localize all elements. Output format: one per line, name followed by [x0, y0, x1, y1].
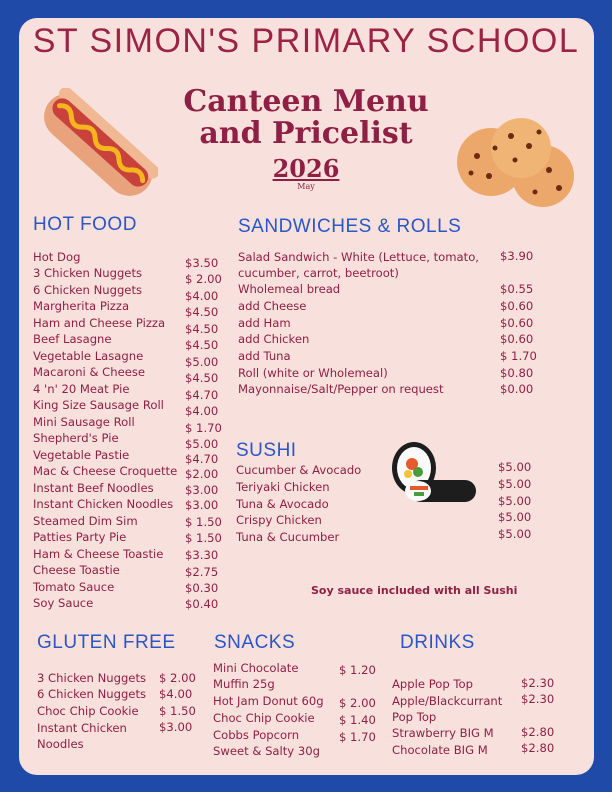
- sandwich-item-price: $0.60: [500, 316, 534, 330]
- hot-food-item-price: $4.50: [185, 305, 219, 319]
- sandwich-item-name: Wholemeal bread: [238, 282, 341, 296]
- hot-food-item-price: $4.70: [185, 388, 219, 402]
- hot-food-item-price: $ 1.50: [185, 531, 222, 545]
- snack-item-name: Hot Jam Donut 60g: [213, 694, 324, 708]
- gluten-free-item-price: $4.00: [159, 687, 193, 701]
- hot-food-item-name: Tomato Sauce: [33, 580, 115, 594]
- gluten-free-item-name: 3 Chicken Nuggets: [37, 671, 147, 685]
- sandwich-item-price: $3.90: [500, 249, 534, 263]
- hot-food-item-name: Soy Sauce: [33, 596, 94, 610]
- drink-item-name: Apple Pop Top: [392, 677, 473, 691]
- hot-food-item-name: Vegetable Lasagne: [33, 349, 144, 363]
- sushi-item-name: Tuna & Cucumber: [236, 530, 340, 544]
- hot-food-item-name: Macaroni & Cheese: [33, 365, 146, 379]
- hot-food-item-price: $4.00: [185, 404, 219, 418]
- gluten-free-item-name: Instant Chicken Noodles: [37, 721, 127, 751]
- sandwich-item-price: $0.00: [500, 382, 534, 396]
- sushi-item-name: Cucumber & Avocado: [236, 463, 362, 477]
- hot-food-item-name: 4 'n' 20 Meat Pie: [33, 382, 130, 396]
- hot-food-item-name: 6 Chicken Nuggets: [33, 283, 143, 297]
- hot-food-item-name: Instant Chicken Noodles: [33, 497, 174, 511]
- hot-food-item-price: $3.50: [185, 256, 219, 270]
- hot-food-item-name: Mac & Cheese Croquette: [33, 464, 178, 478]
- sushi-note: Soy sauce included with all Sushi: [311, 584, 518, 597]
- hot-food-item-name: Ham and Cheese Pizza: [33, 316, 166, 330]
- sandwich-item-name: Roll (white or Wholemeal): [238, 366, 388, 380]
- snack-item-price: $ 1.70: [339, 730, 376, 744]
- hot-food-item-price: $2.75: [185, 565, 219, 579]
- sandwich-item-name: add Chicken: [238, 332, 310, 346]
- hot-food-item-name: Vegetable Pastie: [33, 448, 130, 462]
- menu-title-line2: and Pricelist: [199, 116, 413, 151]
- hot-food-item-price: $4.70: [185, 452, 219, 466]
- hot-food-item-price: $5.00: [185, 437, 219, 451]
- snacks-heading: SNACKS: [214, 632, 296, 653]
- hot-food-item-price: $0.40: [185, 597, 219, 611]
- hot-food-item-price: $4.00: [185, 289, 219, 303]
- snack-item-price: $ 1.40: [339, 713, 376, 727]
- hot-food-item-price: $2.00: [185, 467, 219, 481]
- sandwich-item-name: add Ham: [238, 316, 291, 330]
- drink-item-name: Strawberry BIG M: [392, 726, 494, 740]
- sandwich-item-price: $0.80: [500, 366, 534, 380]
- gluten-free-item-price: $3.00: [159, 720, 193, 734]
- sushi-item-price: $5.00: [498, 510, 532, 524]
- hot-food-item-price: $4.50: [185, 322, 219, 336]
- sushi-item-price: $5.00: [498, 460, 532, 474]
- hot-food-item-price: $ 1.70: [185, 421, 222, 435]
- hot-food-item-name: Ham & Cheese Toastie: [33, 547, 164, 561]
- hot-food-item-name: Patties Party Pie: [33, 530, 127, 544]
- gluten-free-item-name: 6 Chicken Nuggets: [37, 687, 147, 701]
- drink-item-price: $2.80: [521, 741, 555, 755]
- sandwich-item-price: $0.55: [500, 282, 534, 296]
- snack-item-name: Sweet & Salty 30g: [213, 744, 320, 758]
- hot-food-item-price: $3.00: [185, 498, 219, 512]
- hot-food-item-price: $4.50: [185, 338, 219, 352]
- snack-item-price: $ 1.20: [339, 663, 376, 677]
- drink-item-price: $2.30: [521, 692, 555, 706]
- sushi-heading: SUSHI: [236, 440, 297, 461]
- school-name: ST SIMON'S PRIMARY SCHOOL: [32, 22, 580, 60]
- sushi-icon: [388, 436, 480, 506]
- snack-item-name: Cobbs Popcorn: [213, 728, 300, 742]
- sushi-item-price: $5.00: [498, 494, 532, 508]
- sandwich-item-price: $0.60: [500, 332, 534, 346]
- hot-food-item-price: $5.00: [185, 355, 219, 369]
- hot-food-item-price: $3.00: [185, 483, 219, 497]
- drink-item-price: $2.80: [521, 725, 555, 739]
- sushi-item-price: $5.00: [498, 477, 532, 491]
- sandwich-item-name: add Cheese: [238, 299, 307, 313]
- gluten-free-item-name: Choc Chip Cookie: [37, 704, 139, 718]
- drinks-heading: DRINKS: [400, 632, 475, 653]
- hot-dog-icon: [40, 88, 158, 200]
- hot-food-item-name: Steamed Dim Sim: [33, 514, 138, 528]
- gluten-free-item-price: $ 2.00: [159, 671, 196, 685]
- menu-title-line1: Canteen Menu: [183, 84, 429, 119]
- sandwich-item-price: $ 1.70: [500, 349, 537, 363]
- hot-food-item-price: $ 2.00: [185, 272, 222, 286]
- sandwiches-heading: SANDWICHES & ROLLS: [238, 216, 462, 237]
- hot-food-item-name: Beef Lasagne: [33, 332, 112, 346]
- drink-item-price: $2.30: [521, 676, 555, 690]
- hot-food-heading: HOT FOOD: [33, 214, 137, 235]
- sushi-item-name: Tuna & Avocado: [236, 497, 329, 511]
- sandwich-item-name: Salad Sandwich - White (Lettuce, tomato, cucumber, carrot, beetroot): [238, 250, 479, 280]
- sushi-item-price: $5.00: [498, 527, 532, 541]
- gluten-free-item-price: $ 1.50: [159, 704, 196, 718]
- snack-item-price: $ 2.00: [339, 696, 376, 710]
- cookies-icon: [455, 118, 577, 210]
- sandwich-item-price: $0.60: [500, 299, 534, 313]
- hot-food-item-price: $3.30: [185, 548, 219, 562]
- sandwich-item-name: Mayonnaise/Salt/Pepper on request: [238, 382, 444, 396]
- hot-food-item-price: $4.50: [185, 371, 219, 385]
- gluten-free-heading: GLUTEN FREE: [37, 632, 176, 653]
- hot-food-item-name: Mini Sausage Roll: [33, 415, 135, 429]
- drink-item-name: Apple/Blackcurrant Pop Top: [392, 694, 503, 724]
- hot-food-item-price: $0.30: [185, 581, 219, 595]
- menu-month: May: [297, 182, 315, 191]
- hot-food-item-name: 3 Chicken Nuggets: [33, 266, 143, 280]
- hot-food-item-name: Hot Dog: [33, 250, 81, 264]
- snack-item-name: Mini Chocolate Muffin 25g: [213, 661, 299, 691]
- sushi-item-name: Crispy Chicken: [236, 513, 322, 527]
- hot-food-item-price: $ 1.50: [185, 515, 222, 529]
- hot-food-item-name: Shepherd's Pie: [33, 431, 119, 445]
- hot-food-item-name: Cheese Toastie: [33, 563, 120, 577]
- hot-food-item-name: King Size Sausage Roll: [33, 398, 164, 412]
- sandwich-item-name: add Tuna: [238, 349, 291, 363]
- hot-food-item-name: Instant Beef Noodles: [33, 481, 154, 495]
- snack-item-name: Choc Chip Cookie: [213, 711, 315, 725]
- hot-food-item-name: Margherita Pizza: [33, 299, 130, 313]
- drink-item-name: Chocolate BIG M: [392, 743, 488, 757]
- sushi-item-name: Teriyaki Chicken: [236, 480, 330, 494]
- menu-year: 2026: [272, 154, 340, 183]
